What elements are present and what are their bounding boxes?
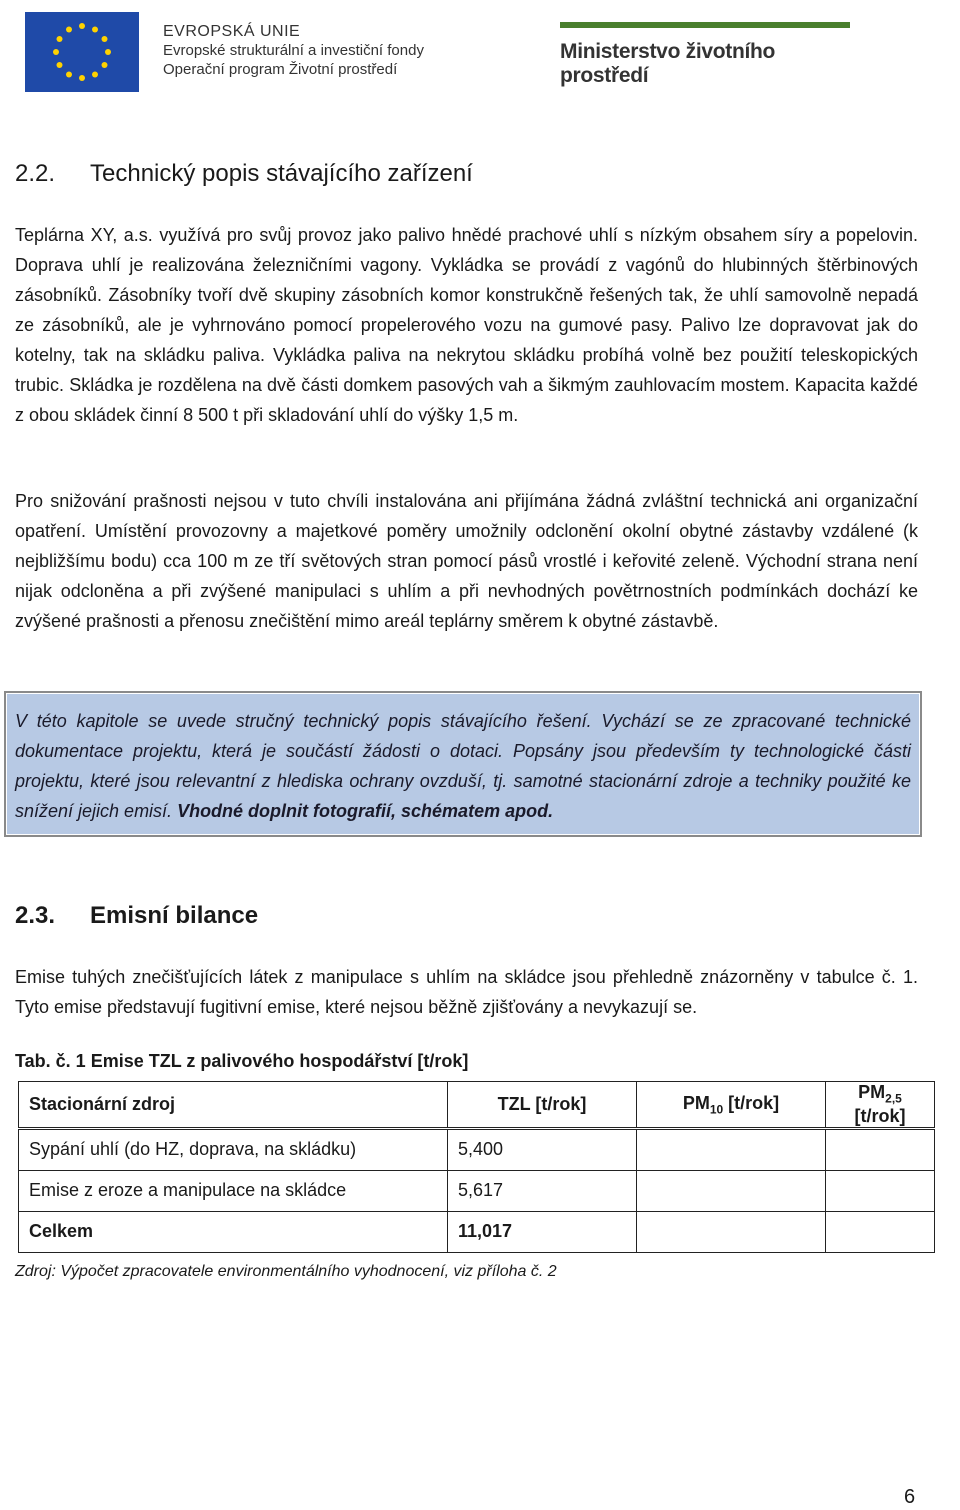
cell-pm10 <box>637 1211 826 1252</box>
table-row-total <box>19 1211 935 1252</box>
cell-pm25 <box>826 1128 935 1170</box>
table-header-row <box>19 1082 935 1129</box>
cell-source: Sypání uhlí (do HZ, doprava, na skládku) <box>19 1128 448 1170</box>
cell-tzl: 5,617 <box>448 1170 637 1211</box>
section-number: 2.2. <box>15 160 56 187</box>
section-title: Emisní bilance <box>90 902 259 929</box>
cell-tzl: 11,017 <box>448 1211 637 1252</box>
ministry-logo <box>560 22 860 88</box>
paragraph-3: Emise tuhých znečišťujících látek z manipulace s uhlím na skládce jsou přehledně znázorněny v tabulce č. 1. Tyto emise představují fugitivní emise, které nejsou běžně zjišťovány a nevykazují se. <box>15 967 918 1017</box>
cell-pm25 <box>826 1170 935 1211</box>
cell-pm10 <box>637 1170 826 1211</box>
col-header-pm10: $PM_{10}$ [t/rok] <box>637 1082 826 1129</box>
eu-programme-line: Operační program Životní prostředí <box>163 61 398 78</box>
cell-pm10 <box>637 1128 826 1170</box>
col-header-tzl: TZL [t/rok] <box>448 1082 637 1129</box>
cell-source: Emise z eroze a manipulace na skládce <box>19 1170 448 1211</box>
table-row <box>19 1128 935 1170</box>
cell-pm25 <box>826 1211 935 1252</box>
table-caption: Tab. č. 1 Emise TZL z palivového hospodářství [t/rok] <box>15 1051 469 1071</box>
guidance-note-text <box>15 706 911 826</box>
section-title: Technický popis stávajícího zařízení <box>90 160 473 187</box>
section-number: 2.3. <box>15 902 56 929</box>
cell-source: Celkem <box>19 1211 448 1252</box>
eu-title: EVROPSKÁ UNIE <box>163 23 301 40</box>
section-heading-2-2 <box>15 160 473 188</box>
ministry-name: Ministerstvo životního prostředí <box>560 40 776 87</box>
guidance-note-emphasis: Vhodné doplnit fotografií, schématem apod. <box>177 801 554 821</box>
eu-flag-logo <box>25 12 139 92</box>
eu-programme-text <box>163 22 424 79</box>
col-header-pm25: $PM_{2,5}$ [t/rok] <box>826 1082 935 1129</box>
eu-funds-line: Evropské strukturální a investiční fondy <box>163 42 424 59</box>
guidance-note-body: V této kapitole se uvede stručný technický popis stávajícího řešení. Vychází se ze zpracované technické dokumentace projektu, která je součástí žádosti o dotaci. Popsány jsou především ty technologické části projektu, které jsou relevantní z hlediska ochrany ovzduší, tj. samotné stacionární zdroje a techniky použité ke snížení jejich emisí. <box>15 711 911 821</box>
cell-tzl: 5,400 <box>448 1128 637 1170</box>
table-source-note: Zdroj: Výpočet zpracovatele environmentálního vyhodnocení, viz příloha č. 2 <box>15 1263 557 1280</box>
page-number: 6 <box>904 1486 916 1508</box>
section-heading-2-3 <box>15 902 258 930</box>
table-row <box>19 1170 935 1211</box>
paragraph-1: Teplárna XY, a.s. využívá pro svůj provoz jako palivo hnědé prachové uhlí s nízkým obsahem síry a popelovin. Doprava uhlí je realizována železničními vagony. Vykládka se provádí z vagónů do hlubinných štěrbinových zásobníků. Zásobníky tvoří dvě skupiny zásobních komor konstrukčně řešených tak, že uhlí samovolně nepadá ze zásobníků, ale je vyhrnováno pomocí propelerového vozu na gumové pasy. Palivo lze dopravovat jak do kotelny, tak na skládku paliva. Vykládka paliva na nekrytou skládku probíhá volně bez použití teleskopických trubic. Skládka je rozdělena na dvě části domkem pasových vah a šikmým zauhlovacím mostem. Kapacita každé z obou skládek činní 8 500 t při skladování uhlí do výšky 1,5 m. <box>15 225 918 425</box>
col-header-source: Stacionární zdroj <box>19 1082 448 1129</box>
emissions-table <box>18 1081 935 1253</box>
paragraph-2: Pro snižování prašnosti nejsou v tuto chvíli instalována ani přijímána žádná zvláštní technická ani organizační opatření. Umístění provozovny a majetkové poměry umožnily odclonění okolní obytné zástavby vzdálené (k nejbližšímu bodu) cca 100 m ze tří světových stran pomocí pásů vrostlé i keřovité zeleně. Východní strana není nijak odcloněna a při zvýšené manipulaci s uhlím a při nevhodných povětrnostních podmínkách dochází ke zvýšené prašnosti a přenosu znečištění mimo areál teplárny směrem k obytné zástavbě. <box>15 491 918 631</box>
ministry-accent-bar <box>560 22 850 28</box>
